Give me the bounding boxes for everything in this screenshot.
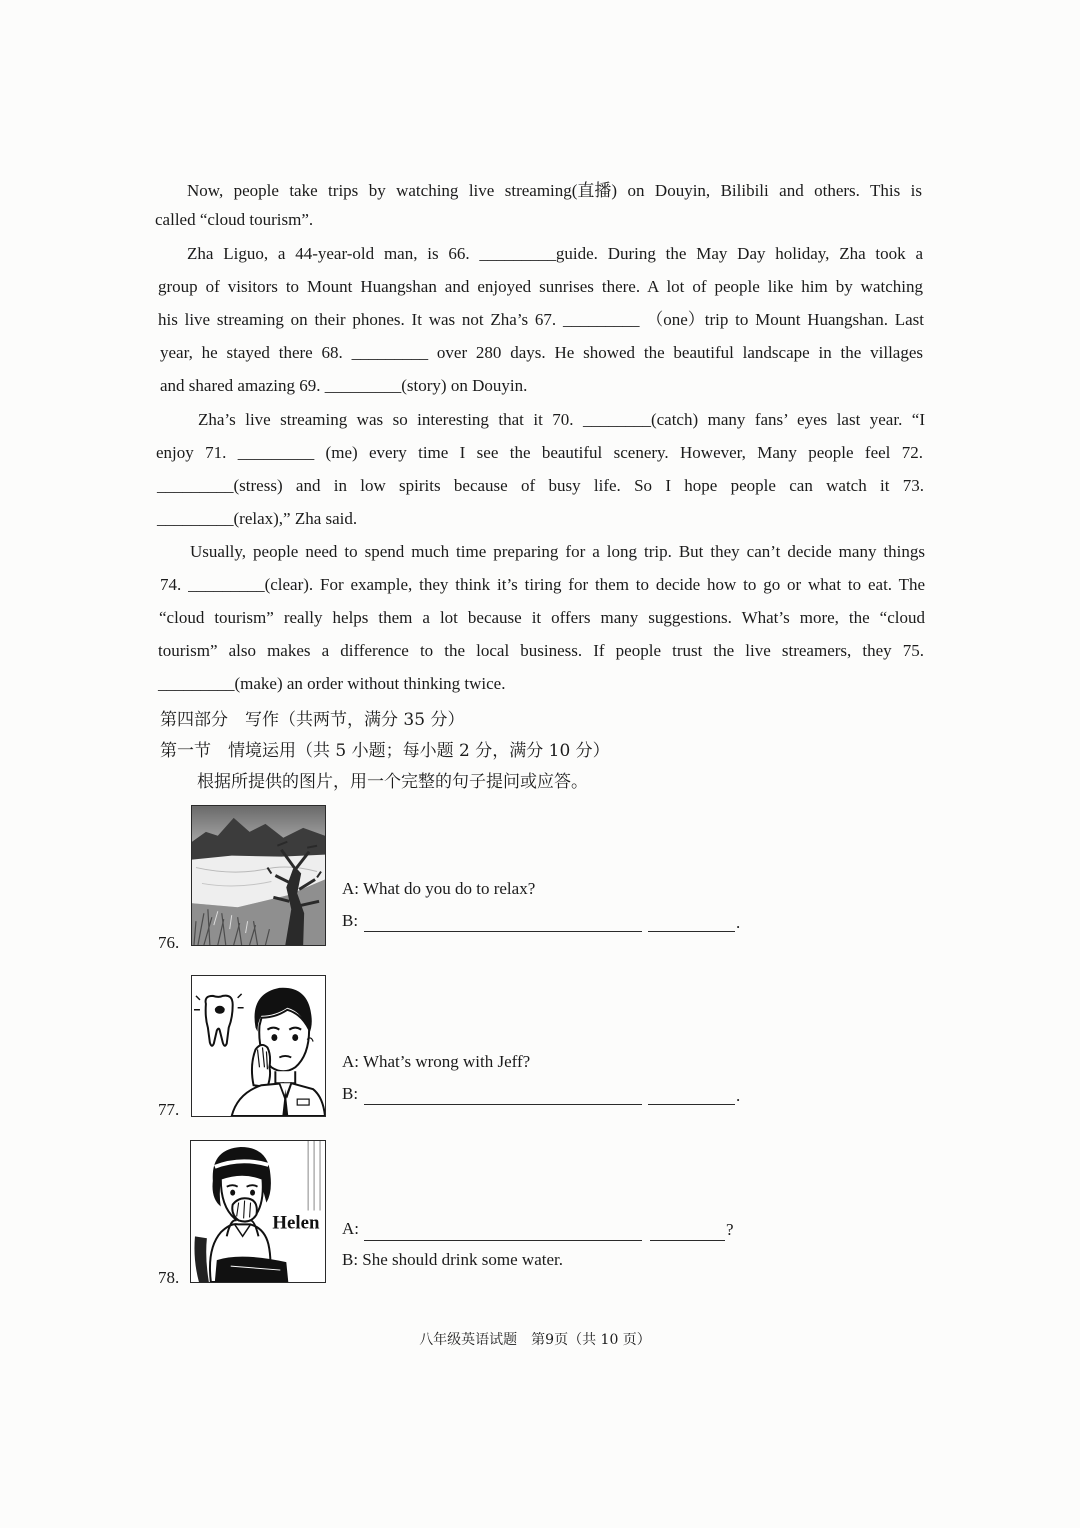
instruction <box>197 771 847 793</box>
passage-line <box>158 673 608 695</box>
question-line-b: B: She should drink some water. <box>342 1250 563 1269</box>
page-footer: 八年级英语试题 第9页（共 10 页） <box>419 1332 651 1348</box>
passage-line <box>198 409 925 431</box>
passage-line <box>190 541 925 563</box>
question-line-a: A: What’s wrong with Jeff? <box>342 1052 531 1071</box>
passage-line-text: group of visitors to Mount Huangshan and enjoyed sunrises there. A lot of people like him by watching <box>158 277 923 296</box>
answer-end-punctuation: . <box>736 1086 741 1105</box>
character-name-label: Helen <box>272 1212 320 1234</box>
answer-blank[interactable] <box>648 1104 735 1105</box>
question-number: 77. <box>158 1100 180 1119</box>
passage-line <box>158 640 924 662</box>
passage-line-text: and shared amazing 69. _________(story) on Douyin. <box>160 376 528 395</box>
answer-blank[interactable] <box>364 931 642 932</box>
passage-line-text: 74. _________(clear). For example, they think it’s tiring for them to decide how to go or what to eat. The <box>160 575 925 594</box>
passage-line-text: Usually, people need to spend much time preparing for a long trip. But they can’t decide many things <box>190 542 925 561</box>
passage-line-text: Zha’s live streaming was so interesting that it 70. ________(catch) many fans’ eyes last year. “I <box>198 410 925 429</box>
part-title <box>160 709 760 731</box>
passage-line-text: _________(relax),” Zha said. <box>157 509 358 528</box>
passage-line <box>160 342 923 364</box>
passage-line <box>187 243 923 265</box>
answer-blank[interactable] <box>364 1104 642 1105</box>
passage-line-text: called “cloud tourism”. <box>155 210 314 229</box>
answer-end-punctuation: ? <box>726 1220 734 1239</box>
question-number: 78. <box>158 1268 180 1287</box>
passage-line-text: Now, people take trips by watching live streaming(直播) on Douyin, Bilibili and others. This is <box>187 181 922 200</box>
subsection-title-text: 第一节 情境运用（共 5 小题；每小题 2 分，满分 10 分） <box>160 741 610 761</box>
passage-line-text: enjoy 71. _________ (me) every time I see the beautiful scenery. However, Many people feel 72. <box>156 443 923 462</box>
answer-blank[interactable] <box>650 1240 725 1241</box>
landscape-illustration <box>192 806 325 945</box>
part-title-text: 第四部分 写作（共两节，满分 35 分） <box>160 710 465 730</box>
passage-line <box>157 508 457 530</box>
passage-line <box>158 309 924 331</box>
passage-line-text: “cloud tourism” really helps them a lot because it offers many suggestions. What’s more, the “cloud <box>159 608 925 627</box>
passage-line-text: year, he stayed there 68. _________ over 280 days. He showed the beautiful landscape in the villages <box>160 343 923 362</box>
passage-line-text: _________(stress) and in low spirits because of busy life. So I hope people can watch it 73. <box>157 476 924 495</box>
passage-line-text: Zha Liguo, a 44-year-old man, is 66. _________guide. During the May Day holiday, Zha took a <box>187 244 923 263</box>
passage-line <box>158 276 923 298</box>
answer-blank[interactable] <box>648 931 735 932</box>
answer-blank[interactable] <box>364 1240 642 1241</box>
passage-line-text: _________(make) an order without thinking twice. <box>158 674 506 693</box>
toothache-illustration <box>191 975 326 1117</box>
instruction-text: 根据所提供的图片，用一个完整的句子提问或应答。 <box>197 772 588 792</box>
answer-end-punctuation: . <box>736 913 741 932</box>
passage-line <box>159 607 925 629</box>
girl-drinking-drawing <box>191 1141 325 1282</box>
passage-line <box>160 375 660 397</box>
passage-line <box>156 442 923 464</box>
passage-line <box>160 574 925 596</box>
passage-line <box>187 180 922 202</box>
passage-line-text: tourism” also makes a difference to the local business. If people trust the live streamers, they 75. <box>158 641 924 660</box>
boy-toothache-drawing <box>192 976 325 1116</box>
passage-line <box>157 475 924 497</box>
question-label-a: A: <box>342 1219 359 1238</box>
question-label-b: B: <box>342 1084 359 1103</box>
question-label-b: B: <box>342 911 359 930</box>
passage-line-text: his live streaming on their phones. It was not Zha’s 67. _________ （one）trip to Mount Huangshan. Last <box>158 310 924 329</box>
passage-line <box>155 209 555 231</box>
question-line-a: A: What do you do to relax? <box>342 879 536 898</box>
subsection-title <box>160 740 860 762</box>
helen-illustration <box>190 1140 326 1283</box>
landscape-photo <box>191 805 326 946</box>
question-number: 76. <box>158 933 180 952</box>
